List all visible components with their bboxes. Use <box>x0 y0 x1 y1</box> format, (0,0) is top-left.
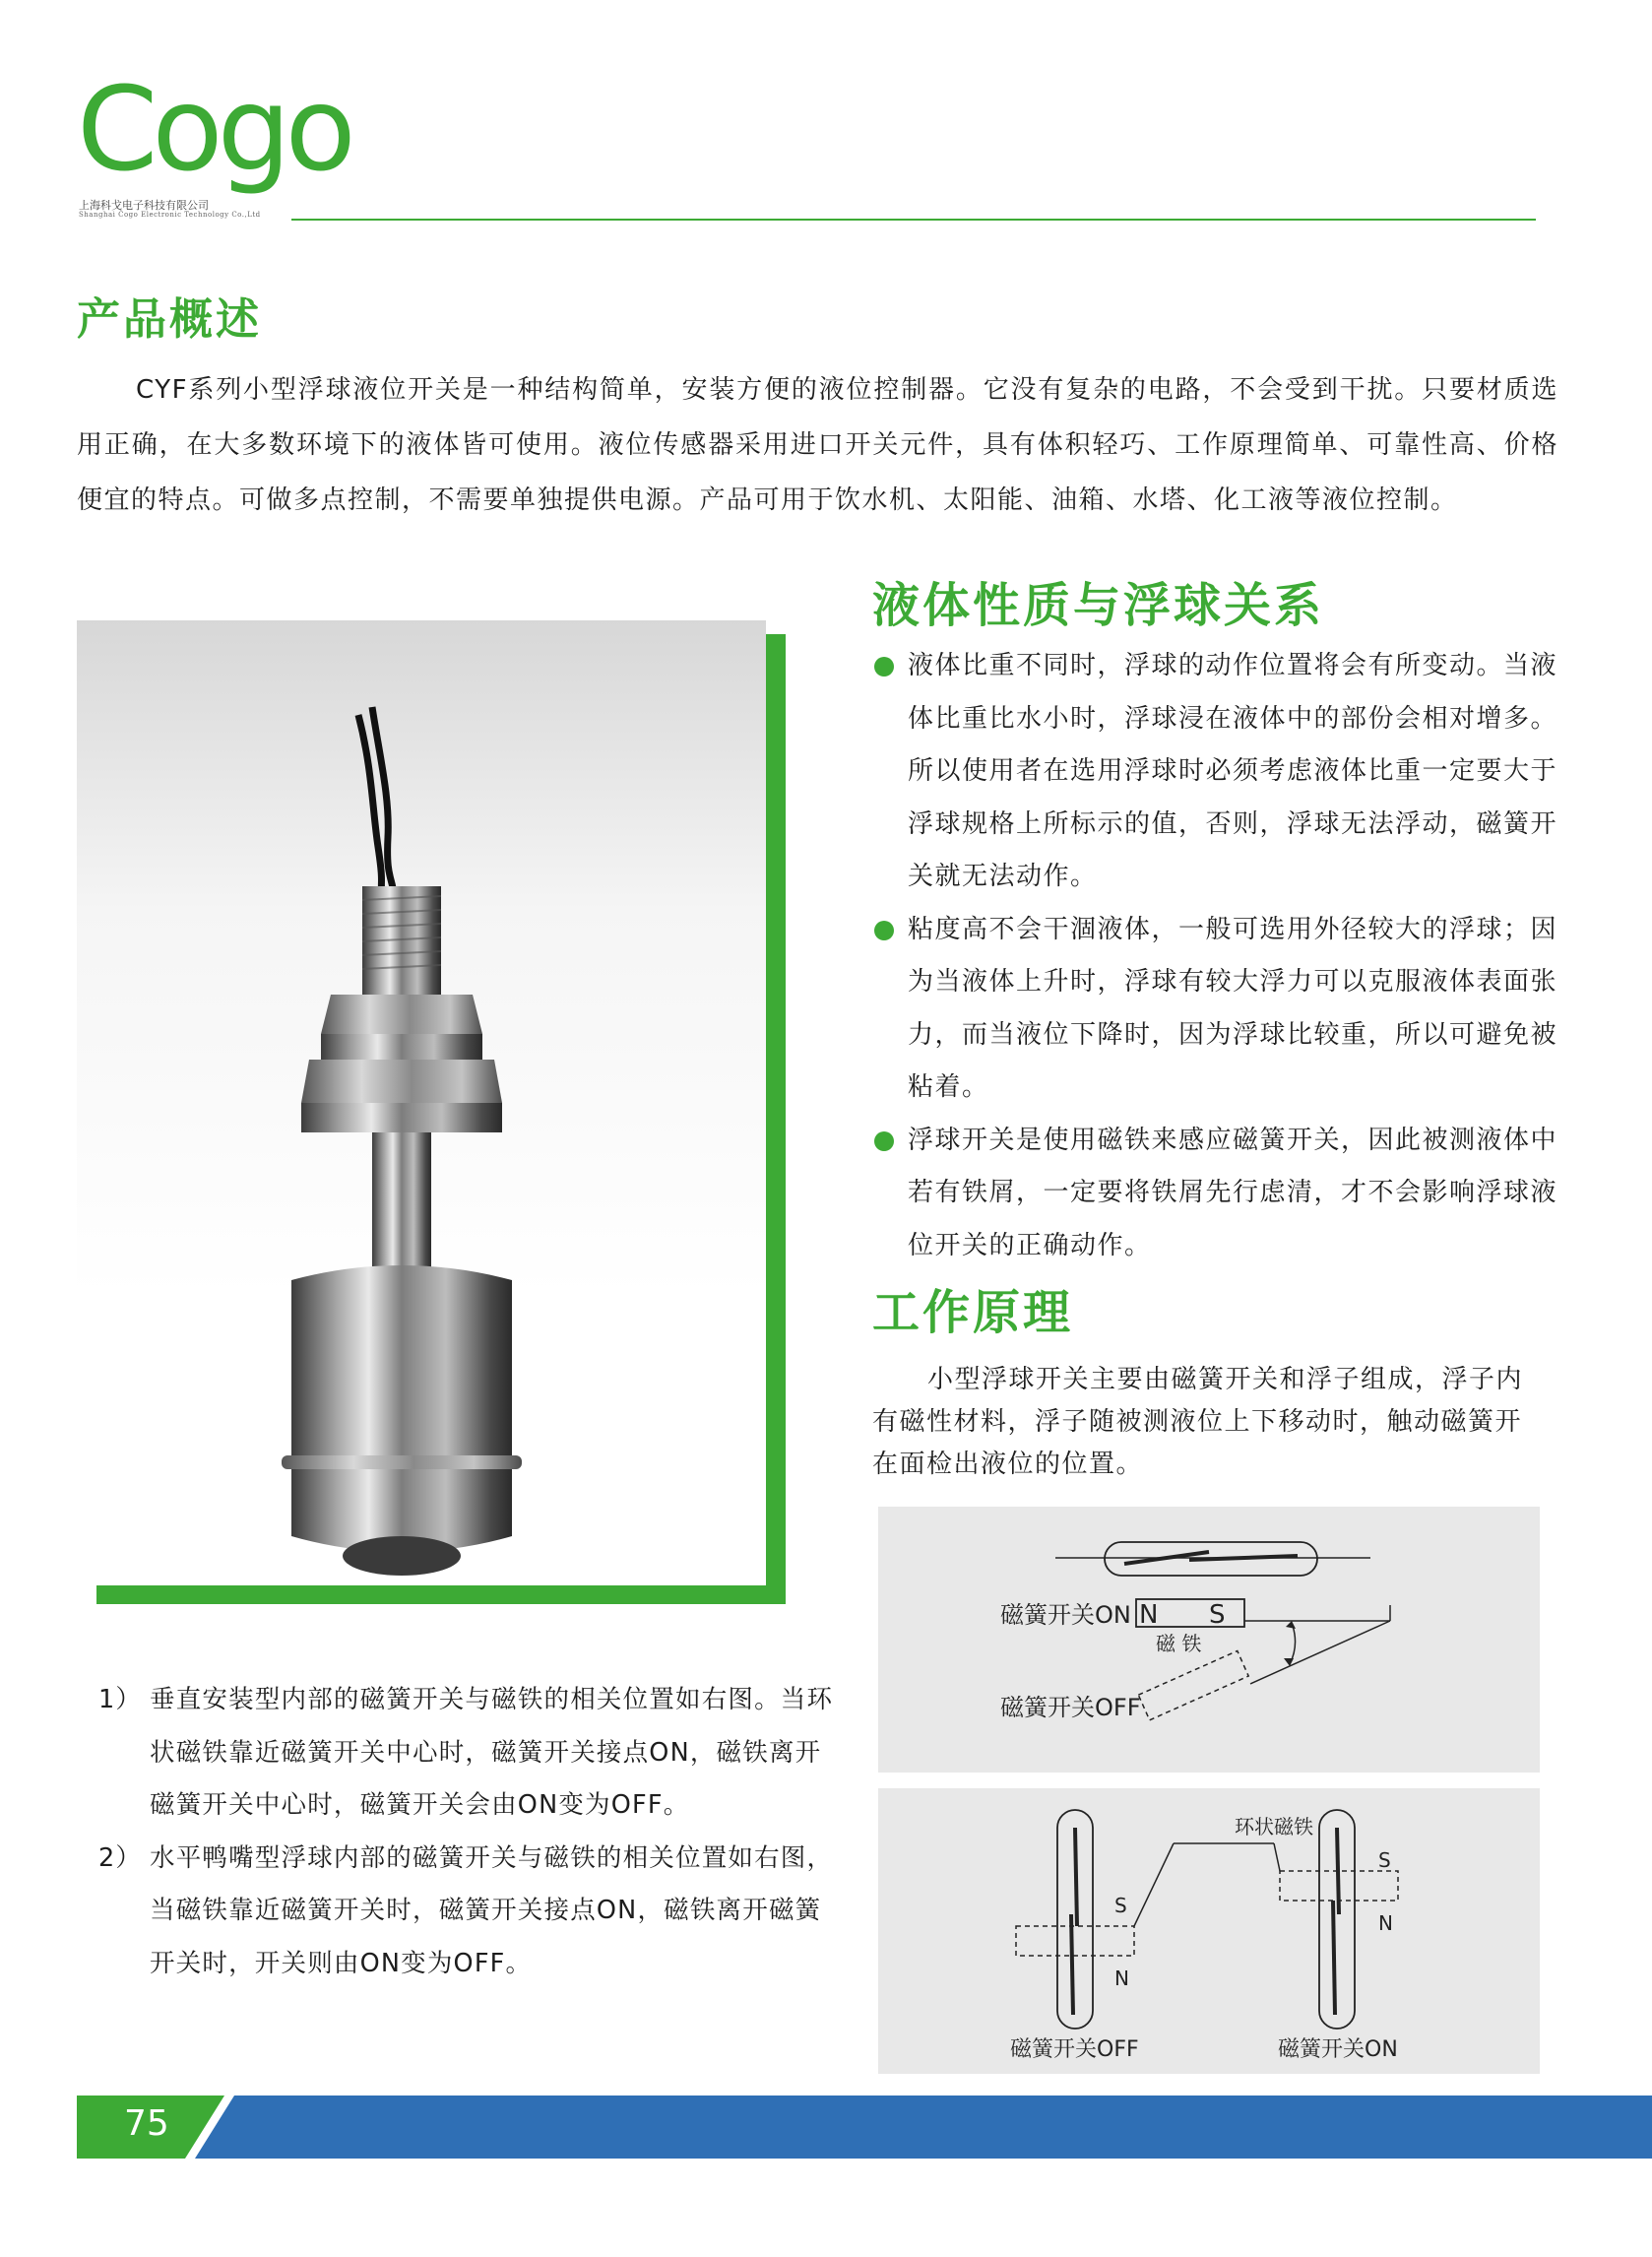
overview-title: 产品概述 <box>77 294 262 345</box>
diagram1-on-label: 磁簧开关ON <box>1000 1601 1131 1629</box>
note-text: 水平鸭嘴型浮球内部的磁簧开关与磁铁的相关位置如右图，当磁铁靠近磁簧开关时，磁簧开关接点ON，磁铁离开磁簧开关时，开关则由ON变为OFF。 <box>150 1842 834 1978</box>
principle-paragraph <box>872 1359 1542 1486</box>
list-item <box>872 1115 1561 1273</box>
overview-text: CYF系列小型浮球液位开关是一种结构简单，安装方便的液位控制器。它没有复杂的电路，不会受到干扰。只要材质选用正确，在大多数环境下的液体皆可使用。液位传感器采用进口开关元件，具有体积轻巧、工作原理简单、可靠性高、价格便宜的特点。可做多点控制，不需要单独提供电源。产品可用于饮水机、太阳能、油箱、水塔、化工液等液位控制。 <box>77 375 1558 515</box>
diagram2-right-n-label: N <box>1378 1911 1393 1935</box>
company-name-en: Shanghai Cogo Electronic Technology Co.,Ltd <box>79 211 261 219</box>
reed-switch-vertical-diagram <box>878 1788 1540 2074</box>
principle-text: 小型浮球开关主要由磁簧开关和浮子组成，浮子内有磁性材料，浮子随被测液位上下移动时，触动磁簧开在面检出液位的位置。 <box>872 1365 1524 1479</box>
list-item <box>98 1674 847 1833</box>
list-item <box>98 1833 847 1991</box>
overview-paragraph <box>77 362 1558 528</box>
bullet-text: 液体比重不同时，浮球的动作位置将会有所变动。当液体比重比水小时，浮球浸在液体中的部份会相对增多。所以使用者在选用浮球时必须考虑液体比重一定要大于浮球规格上所标示的值，否则，浮球无法浮动，磁簧开关就无法动作。 <box>908 651 1558 891</box>
diagram2-left-n-label: N <box>1114 1967 1129 1990</box>
note-number: 2） <box>98 1842 143 1873</box>
liquid-bullet-list <box>872 640 1561 1272</box>
horizontal-diagram-drawing <box>878 1507 1540 1773</box>
company-logo: Cogo <box>77 61 350 197</box>
diagram1-n-label: N <box>1139 1600 1159 1630</box>
vertical-diagram-drawing <box>878 1788 1540 2074</box>
liquid-relation-title: 液体性质与浮球关系 <box>872 578 1325 633</box>
note-number: 1） <box>98 1685 143 1714</box>
bullet-text: 粘度高不会干涸液体，一般可选用外径较大的浮球；因为当液体上升时，浮球有较大浮力可以克服液体表面张力，而当液位下降时，因为浮球比较重，所以可避免被粘着。 <box>908 914 1558 1102</box>
principle-title: 工作原理 <box>872 1285 1074 1340</box>
company-name-cn: 上海科戈电子科技有限公司 <box>79 199 209 212</box>
product-photo <box>77 620 766 1585</box>
diagram1-s-label: S <box>1209 1600 1226 1630</box>
diagram1-magnet-label: 磁 铁 <box>1156 1632 1202 1655</box>
reed-switch-horizontal-diagram <box>878 1507 1540 1773</box>
footer-band <box>77 2096 1652 2159</box>
diagram2-left-s-label: S <box>1114 1894 1127 1917</box>
bullet-dot-icon <box>874 657 894 677</box>
diagram2-off-label: 磁簧开关OFF <box>1010 2037 1139 2062</box>
diagram1-off-label: 磁簧开关OFF <box>1000 1694 1141 1721</box>
installation-notes <box>98 1674 847 1990</box>
bullet-dot-icon <box>874 1131 894 1151</box>
page-number: 75 <box>124 2103 169 2144</box>
list-item <box>872 640 1561 904</box>
note-text: 垂直安装型内部的磁簧开关与磁铁的相关位置如右图。当环状磁铁靠近磁簧开关中心时，磁簧开关接点ON，磁铁离开磁簧开关中心时，磁簧开关会由ON变为OFF。 <box>150 1685 834 1820</box>
bullet-dot-icon <box>874 921 894 940</box>
bullet-text: 浮球开关是使用磁铁来感应磁簧开关，因此被测液体中若有铁屑，一定要将铁屑先行虑清，才不会影响浮球液位开关的正确动作。 <box>908 1125 1558 1260</box>
diagram2-right-s-label: S <box>1378 1848 1391 1872</box>
float-switch-illustration <box>77 620 766 1585</box>
header-divider <box>291 219 1536 221</box>
diagram2-on-label: 磁簧开关ON <box>1278 2037 1398 2062</box>
diagram2-ring-magnet-label: 环状磁铁 <box>1235 1815 1313 1838</box>
list-item <box>872 904 1561 1115</box>
